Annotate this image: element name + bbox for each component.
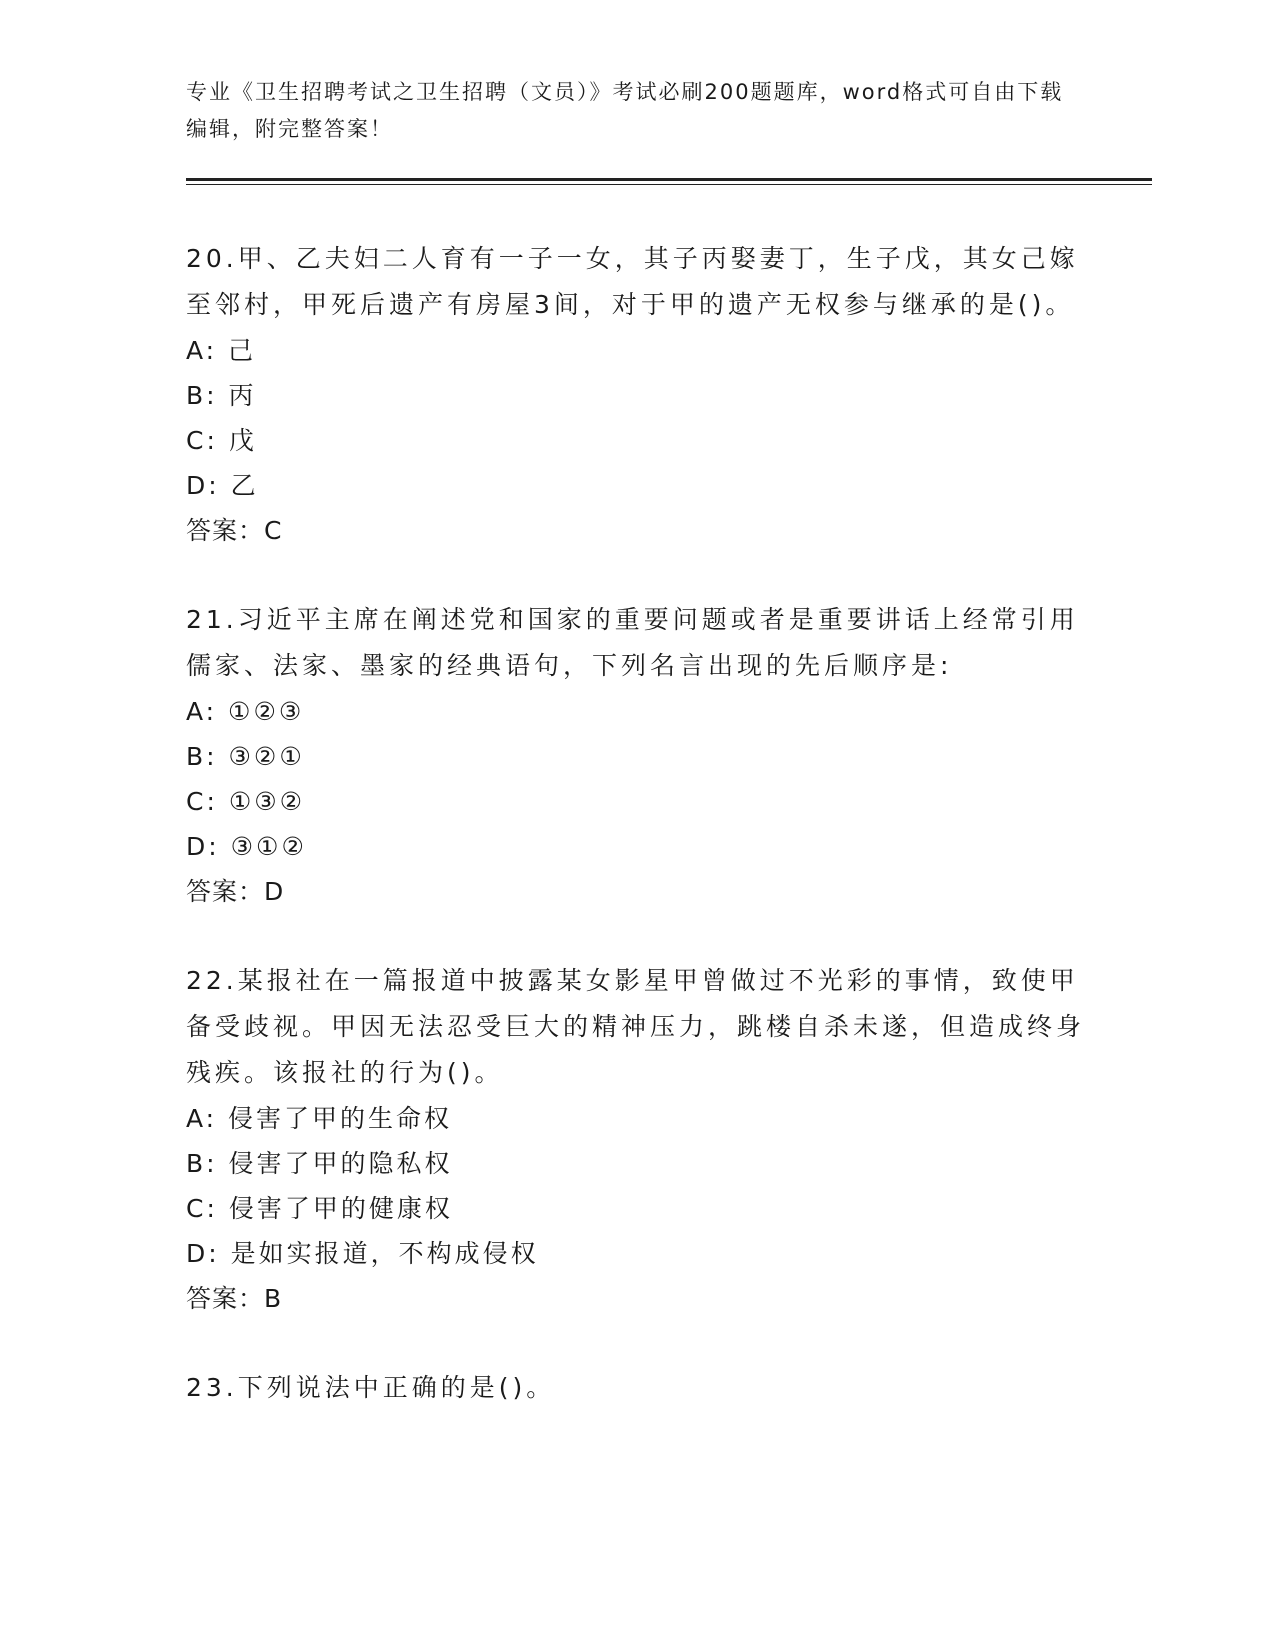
header-divider-thick: [186, 178, 1152, 181]
option-c: C: 侵害了甲的健康权: [186, 1194, 453, 1223]
header-divider-thin: [186, 184, 1152, 185]
answer: 答案：C: [186, 516, 283, 545]
question-stem: 21.习近平主席在阐述党和国家的重要问题或者是重要讲话上经常引用儒家、法家、墨家的经典语句，下列名言出现的先后顺序是:: [186, 605, 1079, 680]
option-a: A: ①②③: [186, 697, 305, 726]
option-b: B: ③②①: [186, 742, 305, 771]
document-intro: 专业《卫生招聘考试之卫生招聘（文员）》考试必刷200题题库，word格式可自由下载编辑，附完整答案！: [186, 80, 1064, 141]
question-21: [186, 597, 1086, 914]
option-d: D: 是如实报道，不构成侵权: [186, 1239, 539, 1268]
question-stem: 23.下列说法中正确的是()。: [186, 1373, 556, 1402]
question-23: [186, 1365, 1086, 1411]
question-20: [186, 236, 1086, 553]
option-c: C: 戊: [186, 426, 257, 455]
option-b: B: 侵害了甲的隐私权: [186, 1149, 453, 1178]
answer: 答案：D: [186, 877, 285, 906]
question-stem: 22.某报社在一篇报道中披露某女影星甲曾做过不光彩的事情，致使甲备受歧视。甲因无法忍受巨大的精神压力，跳楼自杀未遂，但造成终身残疾。该报社的行为()。: [186, 966, 1086, 1087]
answer: 答案：B: [186, 1284, 283, 1313]
option-d: D: ③①②: [186, 832, 307, 861]
option-b: B: 丙: [186, 381, 257, 410]
question-22: [186, 958, 1086, 1321]
option-c: C: ①③②: [186, 787, 306, 816]
question-stem: 20.甲、乙夫妇二人育有一子一女，其子丙娶妻丁，生子戊，其女己嫁至邻村，甲死后遗产有房屋3间，对于甲的遗产无权参与继承的是()。: [186, 244, 1079, 319]
option-d: D: 乙: [186, 471, 259, 500]
option-a: A: 己: [186, 336, 257, 365]
option-a: A: 侵害了甲的生命权: [186, 1104, 453, 1133]
question-list: [186, 236, 1086, 1455]
